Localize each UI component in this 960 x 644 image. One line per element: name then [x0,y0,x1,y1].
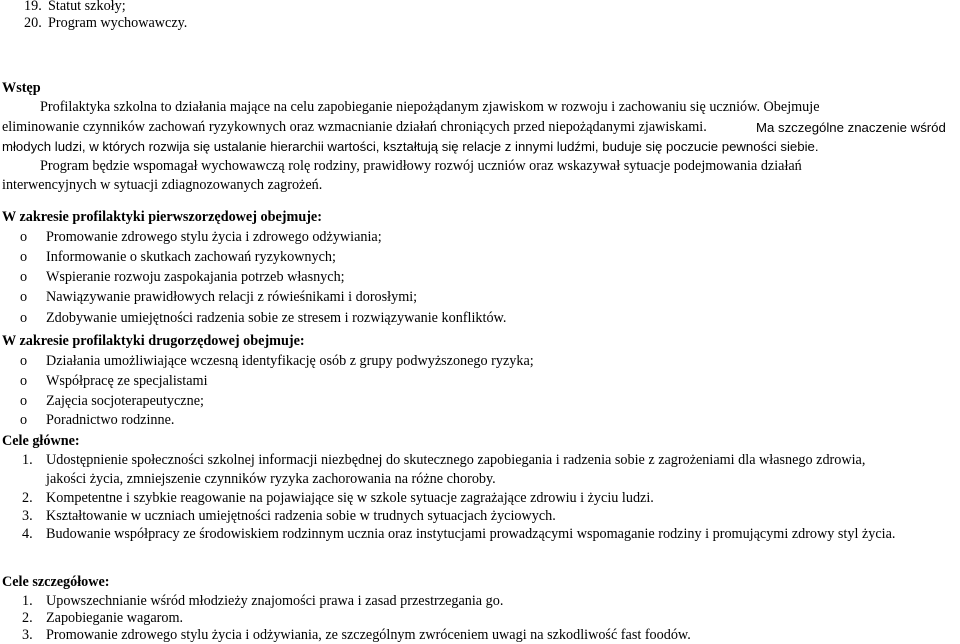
item-text: Promowanie zdrowego stylu życia i zdrowego odżywiania; [46,229,382,245]
bullet-marker: o [20,269,28,285]
bullet-marker: o [20,229,28,245]
list-item [20,411,174,429]
list-item [24,14,187,32]
intro-paragraph-line: Ma szczególne znaczenie wśród [756,120,946,135]
bullet-marker: o [20,310,28,326]
numbered-item [22,525,895,543]
item-number: 2. [22,490,33,506]
item-number: 3. [22,627,33,643]
numbered-item [22,609,183,627]
section-heading-secondary: W zakresie profilaktyki drugorzędowej obejmuje: [2,333,305,349]
numbered-item [22,451,865,469]
intro-paragraph-line: Program będzie wspomagał wychowawczą rolę rodziny, prawidłowy rozwój uczniów oraz wskazywał sytuacje podejmowania działań [40,158,802,174]
numbered-item [22,507,556,525]
numbered-item [22,489,654,507]
list-item [20,352,534,370]
bullet-marker: o [20,353,28,369]
list-item [20,268,345,286]
item-text: Współpracę ze specjalistami [46,373,208,389]
numbered-item [22,626,691,644]
item-text: Zdobywanie umiejętności radzenia sobie ze stresem i rozwiązywanie konfliktów. [46,310,507,326]
item-text: Działania umożliwiające wczesną identyfikację osób z grupy podwyższonego ryzyka; [46,353,534,369]
intro-paragraph-line: Profilaktyka szkolna to działania mające na celu zapobieganie niepożądanym zjawiskom w rozwoju i zachowaniu się uczniów. Obejmuje [40,99,820,115]
item-text: Nawiązywanie prawidłowych relacji z rówieśnikami i dorosłymi; [46,289,418,305]
item-number: 2. [22,610,33,626]
intro-paragraph-line: młodych ludzi, w których rozwija się ustalanie hierarchii wartości, kształtują się relacje z innymi ludźmi, buduje się poczucie pewności siebie. [2,139,819,154]
list-item [20,309,506,327]
item-text: Kształtowanie w uczniach umiejętności radzenia sobie w trudnych sytuacjach życiowych. [46,508,556,524]
item-text: Informowanie o skutkach zachowań ryzykownych; [46,249,336,265]
bullet-marker: o [20,373,28,389]
item-number: 1. [22,452,33,468]
list-item [20,248,336,266]
list-item [24,0,126,15]
section-heading-main-goals: Cele główne: [2,433,80,449]
section-heading-intro: Wstęp [2,80,41,96]
list-item [20,288,417,306]
item-text: Poradnictwo rodzinne. [46,412,175,428]
item-text: Statut szkoły; [48,0,126,14]
list-item [20,372,208,390]
item-number: 19. [24,0,42,14]
section-heading-specific-goals: Cele szczegółowe: [2,574,110,590]
item-text: Zajęcia socjoterapeutyczne; [46,393,204,409]
item-number: 3. [22,508,33,524]
numbered-item [22,592,503,610]
list-item [20,392,204,410]
item-number: 20. [24,15,42,31]
numbered-item-continuation: jakości życia, zmniejszenie czynników ryzyka zachorowania na różne choroby. [46,471,496,487]
item-text: Promowanie zdrowego stylu życia i odżywiania, ze szczególnym zwróceniem uwagi na szkodliwość fast foodów. [46,627,691,643]
item-text: Budowanie współpracy ze środowiskiem rodzinnym ucznia oraz instytucjami prowadzącymi wspomaganie rodziny i promującymi zdrowy styl życia. [46,526,896,542]
item-text: Zapobieganie wagarom. [46,610,184,626]
item-text: Wspieranie rozwoju zaspokajania potrzeb własnych; [46,269,345,285]
intro-paragraph-line [2,118,707,136]
intro-text: eliminowanie czynników zachowań ryzykownych oraz wzmacnianie działań chroniących przed niepożądanymi zjawiskami. [2,119,707,135]
bullet-marker: o [20,393,28,409]
item-number: 1. [22,593,33,609]
item-text: Upowszechnianie wśród młodzieży znajomości prawa i zasad przestrzegania go. [46,593,504,609]
item-text: Program wychowawczy. [48,15,188,31]
bullet-marker: o [20,249,28,265]
item-number: 4. [22,526,33,542]
intro-paragraph-line: interwencyjnych w sytuacji zdiagnozowanych zagrożeń. [2,177,323,193]
item-text: Udostępnienie społeczności szkolnej informacji niezbędnej do skutecznego zapobiegania i radzenia sobie z zagrożeniami dla własnego zdrowia, [46,452,866,468]
section-heading-primary: W zakresie profilaktyki pierwszorzędowej obejmuje: [2,209,322,225]
list-item [20,228,382,246]
bullet-marker: o [20,412,28,428]
item-text: Kompetentne i szybkie reagowanie na pojawiające się w szkole sytuacje zagrażające zdrowiu i życiu ludzi. [46,490,654,506]
bullet-marker: o [20,289,28,305]
